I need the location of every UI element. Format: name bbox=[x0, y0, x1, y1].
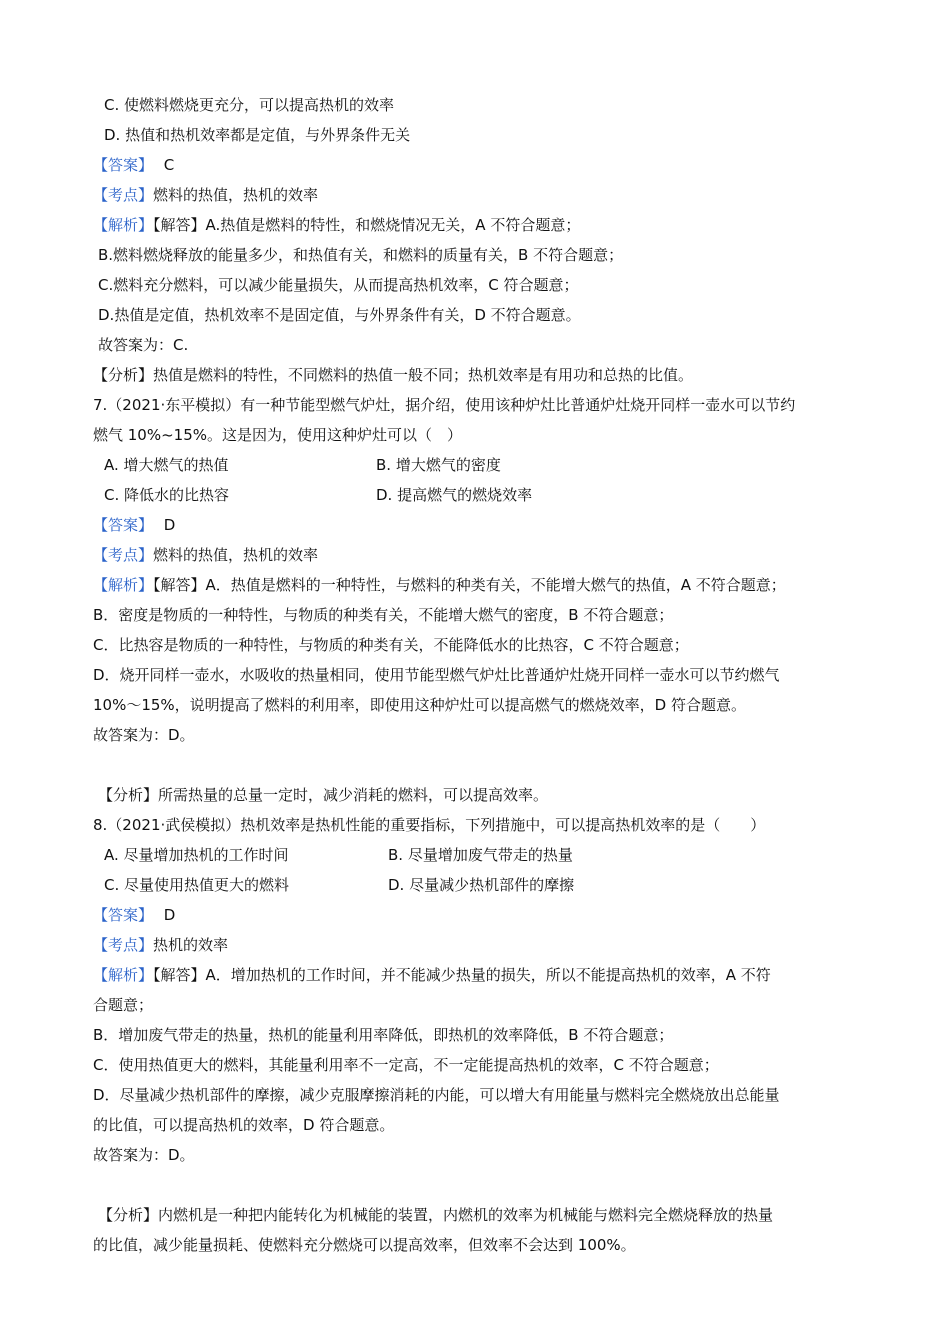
answer-value: D bbox=[163, 906, 176, 924]
q7-analysis-d2: 10%～15%，说明提高了燃料的利用率，即使用这种炉灶可以提高燃气的燃烧效率，D 符合题意。 bbox=[93, 696, 747, 714]
analysis-text: 【解答】A．增加热机的工作时间，并不能减少热量的损失，所以不能提高热机的效率，A 不符 bbox=[153, 966, 771, 984]
q7-summary: 【分析】所需热量的总量一定时，减少消耗的燃料，可以提高效率。 bbox=[98, 786, 549, 804]
q7-stem-line2: 燃气 10%~15%。这是因为，使用这种炉灶可以（ ） bbox=[93, 426, 463, 444]
q7-analysis-line bbox=[93, 575, 786, 595]
point-tag: 【考点】 bbox=[93, 936, 154, 954]
analysis-tag: 【解析】 bbox=[93, 966, 154, 984]
point-value: 燃料的热值，热机的效率 bbox=[153, 546, 319, 564]
q8-summary-line1: 【分析】内燃机是一种把内能转化为机械能的装置，内燃机的效率为机械能与燃料完全燃烧释放的热量 bbox=[98, 1206, 774, 1224]
q8-stem-line1: 8.（2021·武侯模拟）热机效率是热机性能的重要指标，下列措施中，可以提高热机效率的是（ ） bbox=[93, 816, 766, 834]
prev-point-line bbox=[93, 185, 318, 205]
answer-value: C bbox=[163, 156, 175, 174]
q8-option-a: A. 尽量增加热机的工作时间 bbox=[104, 846, 289, 864]
q8-analysis-d1: D．尽量减少热机部件的摩擦，减少克服摩擦消耗的内能，可以增大有用能量与燃料完全燃烧放出总能量 bbox=[93, 1086, 780, 1104]
q8-final-answer: 故答案为：D。 bbox=[93, 1146, 195, 1164]
q8-option-d: D. 尽量减少热机部件的摩擦 bbox=[388, 876, 575, 894]
q8-analysis-d2: 的比值，可以提高热机的效率，D 符合题意。 bbox=[93, 1116, 395, 1134]
answer-tag: 【答案】 bbox=[93, 156, 154, 174]
prev-analysis-b: B.燃料燃烧释放的能量多少，和热值有关，和燃料的质量有关，B 不符合题意； bbox=[98, 246, 624, 264]
answer-tag: 【答案】 bbox=[93, 906, 154, 924]
analysis-tag: 【解析】 bbox=[93, 576, 154, 594]
q7-option-a: A. 增大燃气的热值 bbox=[104, 456, 229, 474]
answer-tag: 【答案】 bbox=[93, 516, 154, 534]
q7-option-c: C. 降低水的比热容 bbox=[104, 486, 230, 504]
q7-option-b: B. 增大燃气的密度 bbox=[376, 456, 501, 474]
prev-option-c: C. 使燃料燃烧更充分，可以提高热机的效率 bbox=[104, 96, 395, 114]
q8-analysis-c: C．使用热值更大的燃料，其能量利用率不一定高，不一定能提高热机的效率，C 不符合题意； bbox=[93, 1056, 719, 1074]
prev-analysis-d: D.热值是定值，热机效率不是固定值，与外界条件有关，D 不符合题意。 bbox=[98, 306, 581, 324]
q7-answer-line bbox=[93, 515, 175, 535]
q7-final-answer: 故答案为：D。 bbox=[93, 726, 195, 744]
analysis-text: 【解答】A.热值是燃料的特性，和燃烧情况无关，A 不符合题意； bbox=[153, 216, 581, 234]
q8-option-c: C. 尽量使用热值更大的燃料 bbox=[104, 876, 290, 894]
prev-answer-line bbox=[93, 155, 174, 175]
point-value: 燃料的热值，热机的效率 bbox=[153, 186, 319, 204]
q8-analysis-cont: 合题意； bbox=[93, 996, 154, 1014]
prev-analysis-line bbox=[93, 215, 580, 235]
q7-analysis-d1: D．烧开同样一壶水，水吸收的热量相同，使用节能型燃气炉灶比普通炉灶烧开同样一壶水可以节约燃气 bbox=[93, 666, 780, 684]
q7-analysis-c: C．比热容是物质的一种特性，与物质的种类有关，不能降低水的比热容，C 不符合题意； bbox=[93, 636, 689, 654]
analysis-tag: 【解析】 bbox=[93, 216, 154, 234]
prev-summary: 【分析】热值是燃料的特性，不同燃料的热值一般不同；热机效率是有用功和总热的比值。 bbox=[93, 366, 694, 384]
q8-answer-line bbox=[93, 905, 175, 925]
point-tag: 【考点】 bbox=[93, 546, 154, 564]
point-value: 热机的效率 bbox=[153, 936, 229, 954]
q7-option-d: D. 提高燃气的燃烧效率 bbox=[376, 486, 533, 504]
q8-analysis-b: B．增加废气带走的热量，热机的能量利用率降低，即热机的效率降低，B 不符合题意； bbox=[93, 1026, 674, 1044]
q7-analysis-b: B．密度是物质的一种特性，与物质的种类有关，不能增大燃气的密度，B 不符合题意； bbox=[93, 606, 674, 624]
prev-final-answer: 故答案为：C. bbox=[98, 336, 189, 354]
answer-value: D bbox=[163, 516, 176, 534]
q7-stem-line1: 7.（2021·东平模拟）有一种节能型燃气炉灶，据介绍，使用该种炉灶比普通炉灶烧开同样一壶水可以节约 bbox=[93, 396, 796, 414]
prev-option-d: D. 热值和热机效率都是定值，与外界条件无关 bbox=[104, 126, 411, 144]
q7-point-line bbox=[93, 545, 318, 565]
q8-option-b: B. 尽量增加废气带走的热量 bbox=[388, 846, 573, 864]
q8-point-line bbox=[93, 935, 228, 955]
analysis-text: 【解答】A．热值是燃料的一种特性，与燃料的种类有关，不能增大燃气的热值，A 不符合题意； bbox=[153, 576, 786, 594]
q8-analysis-line bbox=[93, 965, 771, 985]
q8-summary-line2: 的比值，减少能量损耗、使燃料充分燃烧可以提高效率，但效率不会达到 100%。 bbox=[93, 1236, 636, 1254]
point-tag: 【考点】 bbox=[93, 186, 154, 204]
prev-analysis-c: C.燃料充分燃料，可以减少能量损失，从而提高热机效率，C 符合题意； bbox=[98, 276, 579, 294]
